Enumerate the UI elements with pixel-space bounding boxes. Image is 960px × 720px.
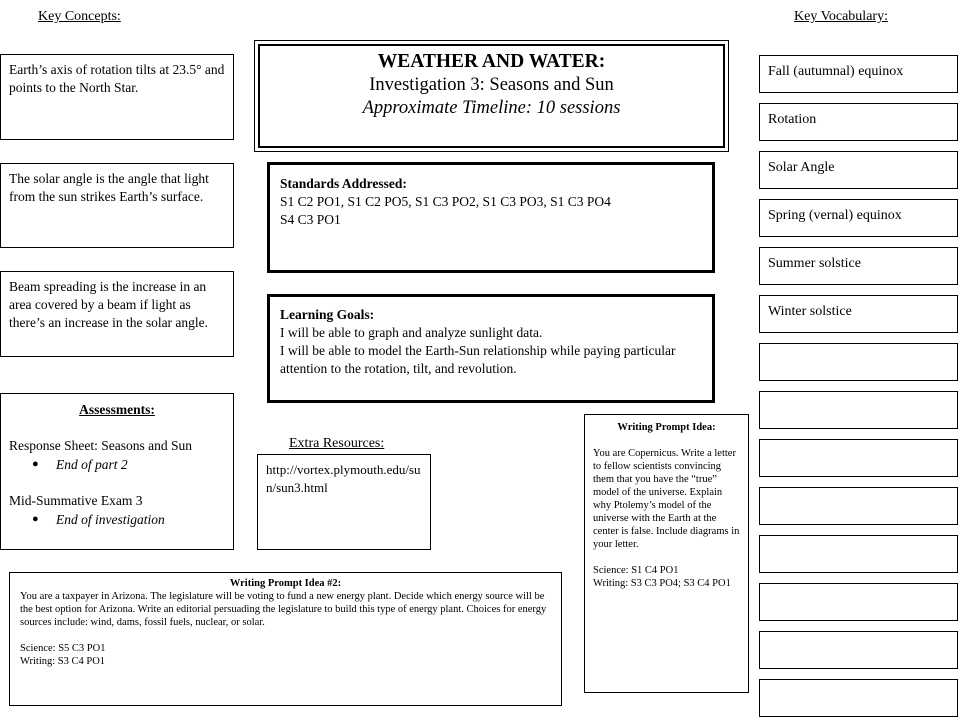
key-concepts-heading: Key Concepts: bbox=[38, 9, 121, 24]
investigation-title: Investigation 3: Seasons and Sun bbox=[369, 75, 614, 95]
key-concept-text: Beam spreading is the increase in an area covered by a beam if light as there’s an increase in the solar angle. bbox=[9, 279, 209, 330]
vocab-box bbox=[759, 151, 958, 189]
vocab-box bbox=[759, 295, 958, 333]
vocab-box bbox=[759, 103, 958, 141]
vocab-box-empty bbox=[759, 343, 958, 381]
vocab-term: Winter solstice bbox=[768, 304, 852, 319]
writing-prompt-1-heading: Writing Prompt Idea: bbox=[617, 422, 716, 433]
vocab-box-empty bbox=[759, 679, 958, 717]
key-concept-text: The solar angle is the angle that light from the sun strikes Earth’s surface. bbox=[9, 171, 209, 204]
learning-goals-label: Learning Goals: bbox=[280, 307, 375, 322]
assessment-item-1: Response Sheet: Seasons and Sun bbox=[9, 438, 192, 453]
vocab-box bbox=[759, 199, 958, 237]
key-vocabulary-heading: Key Vocabulary: bbox=[794, 9, 888, 24]
bullet-icon: ● bbox=[32, 513, 39, 525]
learning-goal-1: I will be able to graph and analyze sunlight data. bbox=[280, 325, 543, 340]
vocab-term: Spring (vernal) equinox bbox=[768, 208, 902, 223]
assessment-item-2: Mid-Summative Exam 3 bbox=[9, 493, 143, 508]
writing-prompt-2-science: Science: S5 C3 PO1 bbox=[20, 643, 106, 654]
writing-prompt-2-heading: Writing Prompt Idea #2: bbox=[229, 578, 342, 589]
vocab-term: Solar Angle bbox=[768, 160, 835, 175]
bullet-icon: ● bbox=[32, 458, 39, 470]
assessments-heading: Assessments: bbox=[79, 402, 155, 417]
writing-prompt-2-writing: Writing: S3 C4 PO1 bbox=[20, 656, 106, 667]
key-concept-box-2 bbox=[0, 163, 234, 248]
assessments-box bbox=[0, 393, 234, 550]
vocab-box-empty bbox=[759, 535, 958, 573]
vocab-box-empty bbox=[759, 631, 958, 669]
assessment-sub-text: End of investigation bbox=[56, 512, 165, 527]
standards-box bbox=[267, 162, 715, 273]
learning-goal-2: I will be able to model the Earth-Sun relationship while paying particular attention to the rotation, tilt, and revolution. bbox=[280, 343, 676, 376]
assessment-sub-1 bbox=[9, 455, 225, 474]
assessment-sub-text: End of part 2 bbox=[56, 457, 128, 472]
learning-goals-box bbox=[267, 294, 715, 403]
extra-resources-box bbox=[257, 454, 431, 550]
resource-url[interactable]: http://vortex.plymouth.edu/sun/sun3.html bbox=[266, 462, 421, 495]
vocab-box-empty bbox=[759, 487, 958, 525]
title-box bbox=[254, 40, 729, 152]
standards-line-2: S4 C3 PO1 bbox=[280, 212, 341, 227]
vocab-box bbox=[759, 247, 958, 285]
key-concept-text: Earth’s axis of rotation tilts at 23.5° and points to the North Star. bbox=[9, 62, 225, 95]
vocab-box bbox=[759, 55, 958, 93]
key-concept-box-1 bbox=[0, 54, 234, 140]
standards-line-1: S1 C2 PO1, S1 C2 PO5, S1 C3 PO2, S1 C3 PO3, S1 C3 PO4 bbox=[280, 194, 611, 209]
assessment-sub-2 bbox=[9, 510, 225, 529]
vocab-term: Rotation bbox=[768, 112, 817, 127]
vocab-term: Fall (autumnal) equinox bbox=[768, 64, 904, 79]
extra-resources-heading: Extra Resources: bbox=[289, 436, 385, 451]
writing-prompt-2-box bbox=[9, 572, 562, 706]
writing-prompt-1-box bbox=[584, 414, 749, 693]
vocab-term: Summer solstice bbox=[768, 256, 861, 271]
timeline-text: Approximate Timeline: 10 sessions bbox=[362, 98, 621, 118]
title-inner-frame bbox=[258, 44, 725, 148]
writing-prompt-1-writing: Writing: S3 C3 PO4; S3 C4 PO1 bbox=[593, 578, 731, 589]
vocab-box-empty bbox=[759, 391, 958, 429]
vocab-box-empty bbox=[759, 439, 958, 477]
unit-title: WEATHER AND WATER: bbox=[377, 51, 606, 72]
writing-prompt-1-science: Science: S1 C4 PO1 bbox=[593, 565, 679, 576]
vocab-box-empty bbox=[759, 583, 958, 621]
writing-prompt-2-body: You are a taxpayer in Arizona. The legislature will be voting to fund a new energy plant. Decide which energy source will be the best option for Arizona. Write an editorial persuading the legislature to build this type of energy plant. Choices for energy sources include: wind, dams, fossil fuels, nuclear, or solar. bbox=[20, 591, 547, 628]
standards-label: Standards Addressed: bbox=[280, 176, 407, 191]
key-concept-box-3 bbox=[0, 271, 234, 357]
writing-prompt-1-body: You are Copernicus. Write a letter to fellow scientists convincing them that you have the “true” model of the universe. Explain why Ptolemy’s model of the universe with the Earth at the center is false. Include diagrams in your letter. bbox=[593, 448, 740, 550]
